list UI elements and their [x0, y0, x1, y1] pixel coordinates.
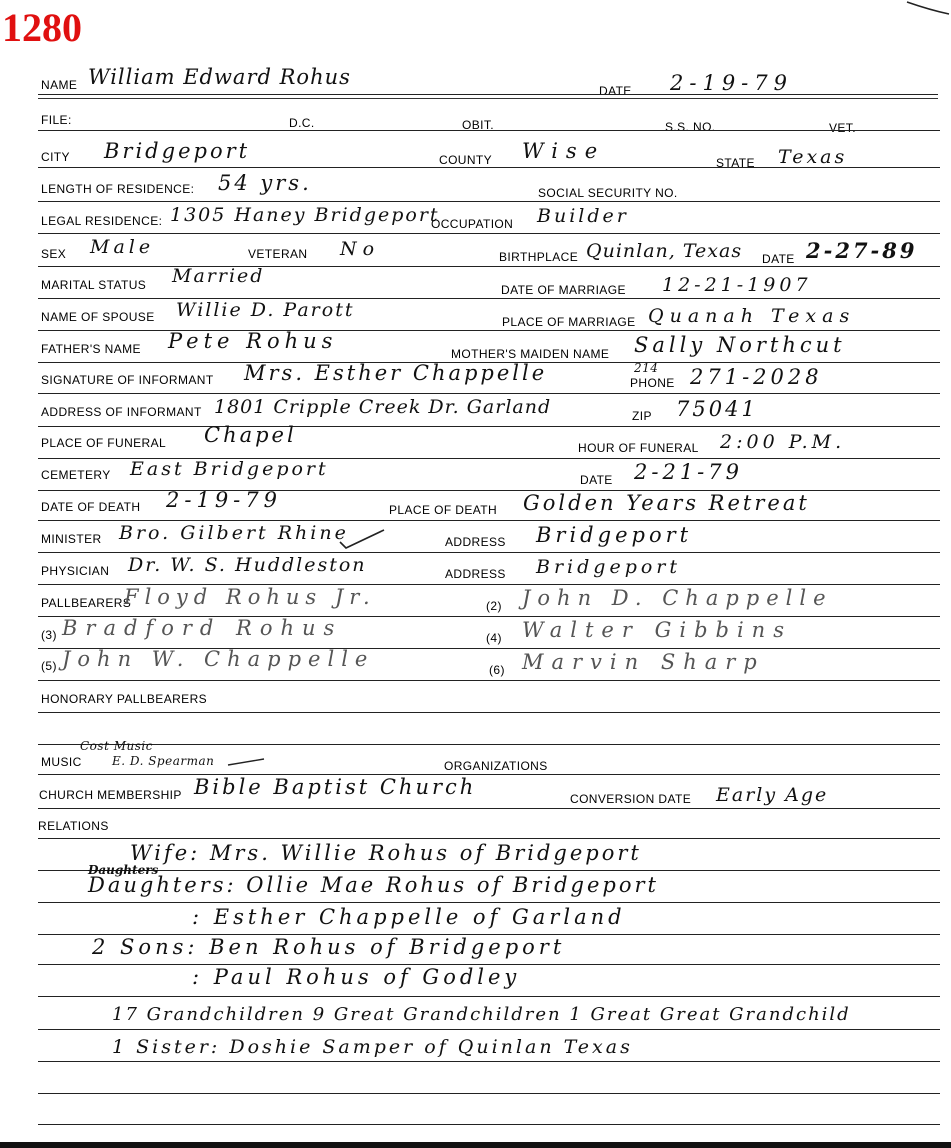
- place-of-funeral-label: PLACE OF FUNERAL: [41, 436, 167, 450]
- fathers-name-label: FATHER'S NAME: [41, 342, 141, 356]
- rule: [38, 552, 940, 553]
- rule: [38, 680, 940, 681]
- sex-label: SEX: [41, 247, 67, 261]
- relation-line-4: 2 Sons: Ben Rohus of Bridgeport: [92, 935, 566, 959]
- minister-value: Bro. Gilbert Rhine: [119, 522, 349, 544]
- honorary-pallbearers-label: HONORARY PALLBEARERS: [41, 692, 208, 706]
- rule: [38, 712, 940, 713]
- city-value: Bridgeport: [104, 139, 251, 163]
- rule: [38, 520, 940, 521]
- pallbearer-4: Walter Gibbins: [522, 618, 792, 642]
- rule: [38, 774, 940, 775]
- rule: [38, 94, 938, 95]
- birthplace-value: Quinlan, Texas: [586, 240, 743, 262]
- vet-label: VET.: [829, 121, 856, 135]
- minister-address-value: Bridgeport: [536, 523, 693, 547]
- length-of-residence-label: LENGTH OF RESIDENCE:: [41, 182, 195, 196]
- fathers-name-value: Pete Rohus: [168, 329, 338, 353]
- obit-label: OBIT.: [462, 118, 495, 132]
- physician-value: Dr. W. S. Huddleston: [128, 554, 367, 576]
- pallbearers-label: PALLBEARERS: [41, 596, 132, 610]
- conversion-date-value: Early Age: [716, 784, 829, 806]
- name-of-spouse-label: NAME OF SPOUSE: [41, 310, 155, 324]
- dc-label: D.C.: [289, 116, 315, 130]
- pallbearer-2-label: (2): [486, 599, 502, 613]
- relation-line-7: 1 Sister: Doshie Samper of Quinlan Texas: [112, 1036, 633, 1058]
- rule: [38, 996, 940, 997]
- name-label: NAME: [41, 78, 78, 92]
- phone-area-code: 214: [634, 361, 659, 375]
- corner-mark: [905, 0, 951, 16]
- date-value: 2-19-79: [670, 71, 793, 95]
- pallbearer-5: John W. Chappelle: [62, 647, 375, 671]
- occupation-value: Builder: [537, 205, 629, 227]
- hour-of-funeral-value: 2:00 P.M.: [720, 431, 846, 453]
- organizations-label: ORGANIZATIONS: [444, 759, 548, 773]
- phone-value: 271-2028: [690, 365, 823, 389]
- relations-label: RELATIONS: [38, 819, 109, 833]
- place-of-marriage-value: Quanah Texas: [648, 305, 856, 327]
- music-label: MUSIC: [41, 755, 82, 769]
- hour-of-funeral-label: HOUR OF FUNERAL: [578, 441, 699, 455]
- rule: [38, 902, 940, 903]
- ssno-label: S.S. NO.: [665, 120, 716, 134]
- phone-label: PHONE: [630, 376, 675, 390]
- church-membership-value: Bible Baptist Church: [194, 775, 477, 799]
- state-label: STATE: [716, 156, 755, 170]
- city-label: CITY: [41, 150, 70, 164]
- pallbearer-6: Marvin Sharp: [522, 650, 765, 674]
- conversion-date-label: CONVERSION DATE: [570, 792, 692, 806]
- rule: [38, 233, 940, 234]
- marital-status-label: MARITAL STATUS: [41, 278, 147, 292]
- form-number: 1280: [2, 5, 82, 50]
- rule: [38, 870, 940, 871]
- rule: [38, 393, 940, 394]
- veteran-label: VETERAN: [248, 247, 308, 261]
- mothers-maiden-name-value: Sally Northcut: [634, 333, 846, 357]
- county-value: Wise: [522, 139, 606, 163]
- relation-line-2: Daughters: Ollie Mae Rohus of Bridgeport: [88, 873, 659, 897]
- birthplace-label: BIRTHPLACE: [499, 250, 579, 264]
- music-value-1: Cost Music: [80, 739, 153, 753]
- occupation-label: OCCUPATION: [431, 217, 514, 231]
- rule: [38, 201, 940, 202]
- music-value-2: E. D. Spearman: [112, 754, 215, 768]
- rule: [38, 298, 940, 299]
- rule: [38, 1061, 940, 1062]
- zip-label: ZIP: [632, 409, 652, 423]
- place-of-death-value: Golden Years Retreat: [523, 491, 810, 515]
- rule: [38, 426, 940, 427]
- birth-date-value: 2-27-89: [806, 238, 918, 263]
- marital-status-value: Married: [172, 265, 265, 287]
- pallbearer-5-label: (5): [41, 659, 57, 673]
- legal-residence-label: LEGAL RESIDENCE:: [41, 214, 163, 228]
- county-label: COUNTY: [439, 153, 493, 167]
- pallbearer-3-label: (3): [41, 628, 57, 642]
- pallbearer-2: John D. Chappelle: [522, 586, 833, 610]
- rule: [38, 1093, 940, 1094]
- veteran-value: No: [340, 238, 381, 260]
- cemetery-date-label: DATE: [580, 473, 613, 487]
- signature-of-informant-label: SIGNATURE OF INFORMANT: [41, 373, 214, 387]
- physician-label: PHYSICIAN: [41, 564, 110, 578]
- state-value: Texas: [778, 146, 848, 168]
- checkmark-icon: [226, 756, 266, 768]
- place-of-death-label: PLACE OF DEATH: [389, 503, 498, 517]
- pallbearer-3: Bradford Rohus: [62, 616, 343, 640]
- rule: [38, 167, 940, 168]
- file-label: FILE:: [41, 113, 72, 127]
- pallbearer-6-label: (6): [489, 663, 505, 677]
- rule: [38, 1029, 940, 1030]
- cemetery-label: CEMETERY: [41, 468, 111, 482]
- rule: [38, 808, 940, 809]
- mothers-maiden-name-label: MOTHER'S MAIDEN NAME: [451, 347, 610, 361]
- date-of-death-label: DATE OF DEATH: [41, 500, 141, 514]
- date-of-marriage-value: 12-21-1907: [662, 274, 812, 296]
- checkmark-icon: [338, 526, 386, 550]
- social-security-label: SOCIAL SECURITY NO.: [538, 186, 678, 200]
- name-value: William Edward Rohus: [88, 65, 351, 89]
- length-of-residence-value: 54 yrs.: [218, 171, 312, 195]
- church-membership-label: CHURCH MEMBERSHIP: [39, 788, 182, 802]
- date-of-marriage-label: DATE OF MARRIAGE: [501, 283, 626, 297]
- date-label: DATE: [599, 84, 632, 98]
- address-of-informant-value: 1801 Cripple Creek Dr. Garland: [214, 396, 552, 418]
- minister-address-label: ADDRESS: [445, 535, 506, 549]
- zip-value: 75041: [676, 397, 758, 421]
- rule: [38, 98, 938, 99]
- rule: [38, 838, 940, 839]
- page-bottom-edge: [0, 1142, 951, 1148]
- legal-residence-value: 1305 Haney Bridgeport: [170, 204, 440, 226]
- rule: [38, 744, 940, 745]
- date-of-death-value: 2-19-79: [166, 488, 282, 512]
- name-of-spouse-value: Willie D. Parott: [176, 299, 355, 321]
- cemetery-value: East Bridgeport: [130, 458, 329, 480]
- cemetery-date-value: 2-21-79: [634, 460, 743, 484]
- minister-label: MINISTER: [41, 532, 102, 546]
- struck-word: Daughters: [88, 863, 159, 877]
- birth-date-label: DATE: [762, 252, 795, 266]
- rule: [38, 1124, 940, 1125]
- place-of-funeral-value: Chapel: [204, 423, 297, 447]
- pallbearer-4-label: (4): [486, 631, 502, 645]
- relation-line-3: : Esther Chappelle of Garland: [192, 905, 626, 929]
- address-of-informant-label: ADDRESS OF INFORMANT: [41, 405, 202, 419]
- pallbearer-1: Floyd Rohus Jr.: [124, 585, 376, 609]
- signature-of-informant-value: Mrs. Esther Chappelle: [244, 361, 548, 385]
- relation-line-6: 17 Grandchildren 9 Great Grandchildren 1 Great Great Grandchild: [112, 1004, 851, 1025]
- relation-line-5: : Paul Rohus of Godley: [192, 965, 521, 989]
- rule: [38, 130, 940, 131]
- physician-address-label: ADDRESS: [445, 567, 506, 581]
- physician-address-value: Bridgeport: [536, 556, 682, 578]
- sex-value: Male: [90, 236, 155, 258]
- relation-line-1: Wife: Mrs. Willie Rohus of Bridgeport: [130, 841, 642, 865]
- place-of-marriage-label: PLACE OF MARRIAGE: [502, 315, 636, 329]
